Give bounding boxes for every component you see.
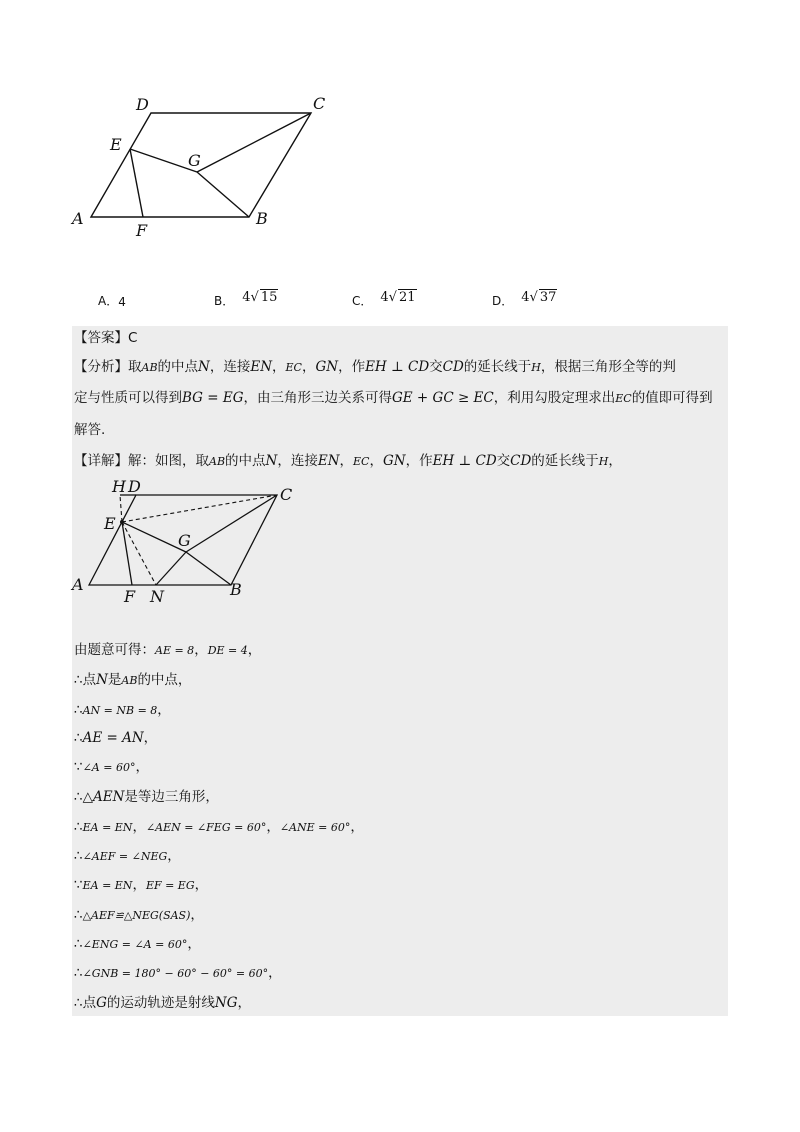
option-c-value: 4√ 21 <box>380 290 416 305</box>
analysis-line-3: 解答. <box>74 422 106 438</box>
label-b-2: B <box>230 580 242 599</box>
detail-line: 【详解】解：如图，取AB的中点N，连接EN，EC，GN，作EH ⊥ CD交CD的延长线于H， <box>74 453 622 469</box>
analysis-line-2: 定与性质可以得到BG = EG，由三角形三边关系可得GE + GC ≥ EC，利用勾股定理求出EC的值即可得到 <box>74 390 713 406</box>
label-e: E <box>110 135 122 154</box>
label-c-2: C <box>280 485 293 504</box>
figure-parallelogram <box>60 90 360 240</box>
label-c: C <box>313 94 326 113</box>
segment-gc-2 <box>186 495 277 552</box>
segment-ef <box>130 149 143 217</box>
option-b[interactable]: B． 4√ 15 <box>214 290 278 308</box>
step-9: ∵EA = EN，EF = EG， <box>74 877 209 893</box>
step-6: ∴△AEN是等边三角形， <box>74 789 219 805</box>
label-d: D <box>136 95 149 114</box>
label-f: F <box>136 221 148 240</box>
step-7: ∴EA = EN，∠AEN = ∠FEG = 60°，∠ANE = 60°， <box>74 819 364 835</box>
option-d[interactable]: D． 4√ 37 <box>492 290 557 308</box>
label-g-2: G <box>178 531 191 550</box>
analysis-label: 【分析】 <box>74 359 128 375</box>
option-b-value: 4√ 15 <box>242 290 278 305</box>
step-11: ∴∠ENG = ∠A = 60°， <box>74 936 201 952</box>
step-3: ∴AN = NB = 8， <box>74 702 171 718</box>
option-a[interactable]: A．4 <box>98 294 126 309</box>
label-a-2: A <box>72 575 84 594</box>
segment-eh <box>120 495 122 522</box>
segment-gb-2 <box>186 552 231 585</box>
figure-detail-svg <box>68 478 308 610</box>
label-n-2: N <box>150 587 164 606</box>
segment-gn-2 <box>156 552 186 585</box>
segment-gb <box>197 172 249 217</box>
analysis-line-1: 【分析】取AB的中点N，连接EN，EC，GN，作EH ⊥ CD交CD的延长线于H，根据三角形全等的判 <box>74 359 676 375</box>
label-e-2: E <box>104 514 116 533</box>
label-d-2: D <box>128 478 141 496</box>
step-1: 由题意可得：AE = 8，DE = 4， <box>74 642 262 658</box>
label-a: A <box>72 209 84 228</box>
step-5: ∵∠A = 60°， <box>74 759 149 775</box>
label-f-2: F <box>124 587 136 606</box>
parallelogram-abcd <box>91 113 311 217</box>
figure-detail <box>68 478 308 610</box>
answer-value: C <box>128 330 138 346</box>
answer-line <box>74 328 137 348</box>
segment-ec <box>122 495 277 522</box>
label-b: B <box>256 209 268 228</box>
point-e <box>120 520 124 524</box>
step-12: ∴∠GNB = 180° − 60° − 60° = 60°， <box>74 965 282 981</box>
label-g: G <box>188 151 201 170</box>
step-2: ∴点N是AB的中点， <box>74 672 192 688</box>
step-10: ∴△AEF≌△NEG(SAS)， <box>74 907 204 923</box>
answer-label: 【答案】 <box>74 330 128 346</box>
step-8: ∴∠AEF = ∠NEG， <box>74 848 181 864</box>
answer-options <box>98 278 658 308</box>
step-13: ∴点G的运动轨迹是射线NG， <box>74 995 251 1011</box>
figure-parallelogram-svg <box>60 90 360 240</box>
detail-label: 【详解】 <box>74 453 128 469</box>
label-h-2: H <box>112 478 126 496</box>
segment-eg-2 <box>122 522 186 552</box>
step-4: ∴AE = AN， <box>74 730 158 746</box>
segment-eg <box>130 149 197 172</box>
option-c[interactable]: C． 4√ 21 <box>352 290 416 308</box>
option-d-value: 4√ 37 <box>521 290 557 305</box>
option-a-value: 4 <box>118 295 126 309</box>
